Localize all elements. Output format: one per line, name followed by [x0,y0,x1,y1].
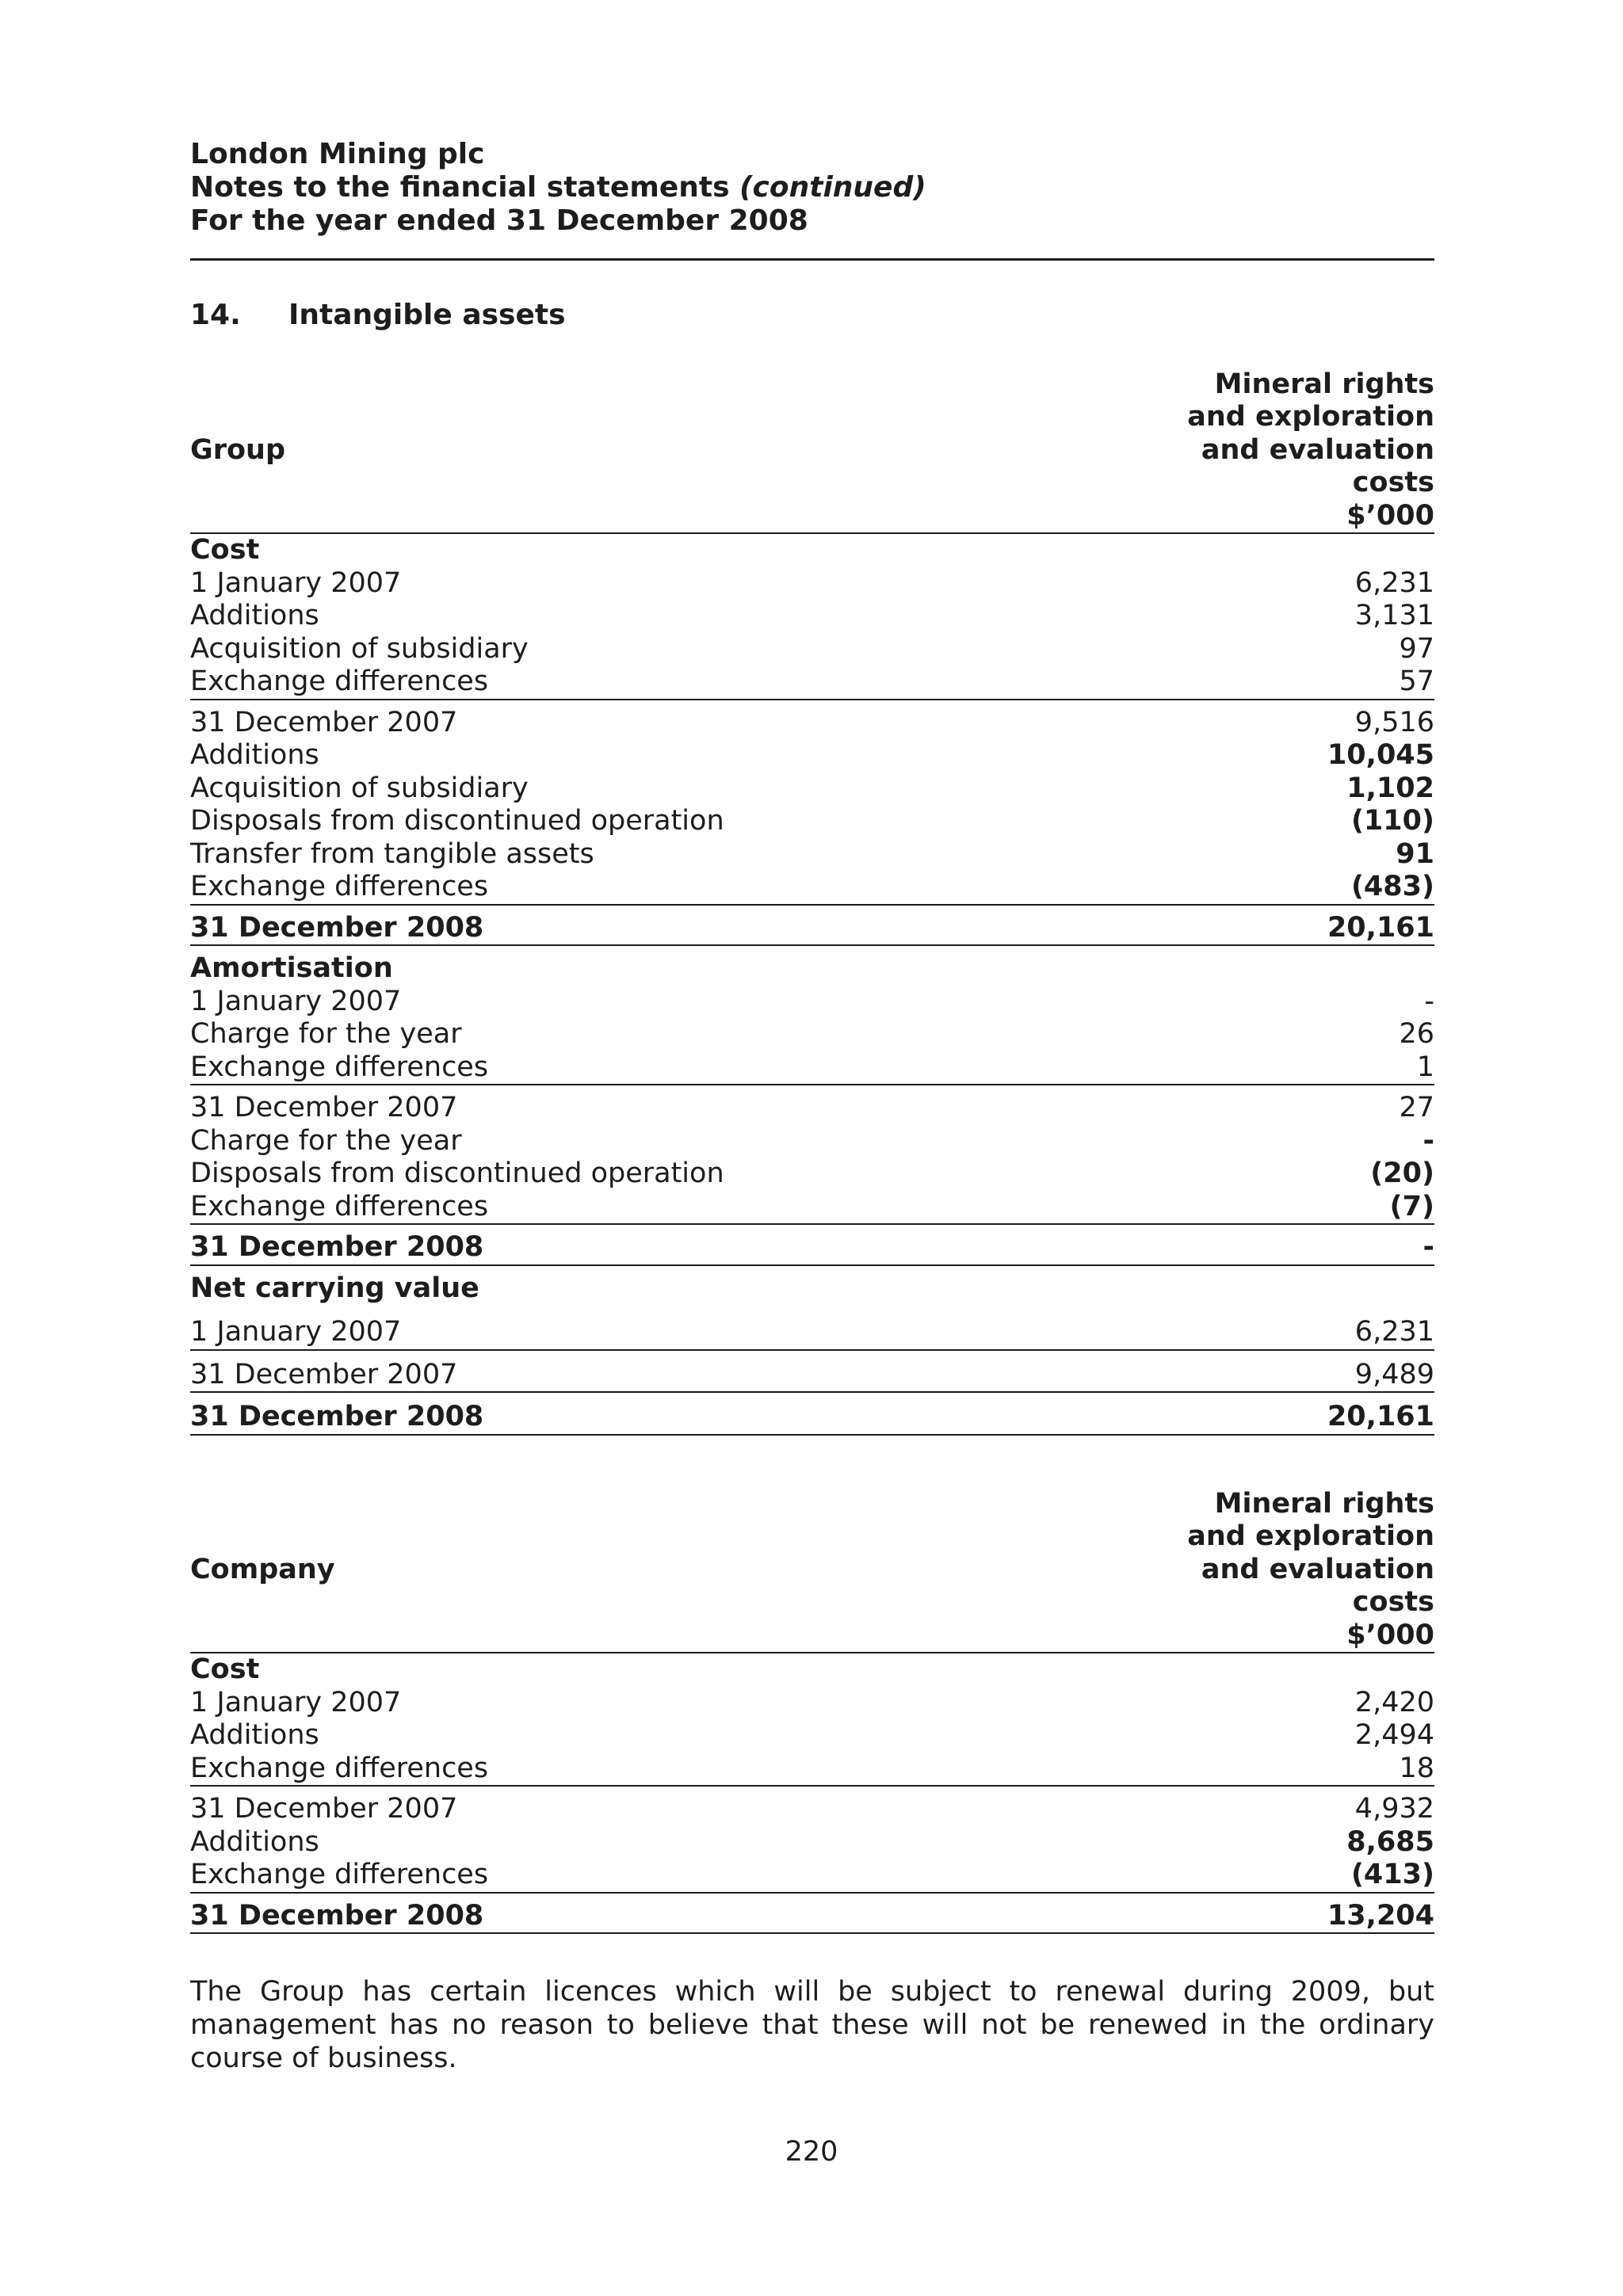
column-heading: Mineral rights and exploration and evaluation costs $’000 [1187,368,1434,532]
section-title: Amortisation [190,952,393,984]
table-row: Disposals from discontinued operation (20) [190,1158,1434,1189]
note-number: 14. [190,299,241,331]
table-row: Exchange differences 57 [190,666,1434,697]
table-row: Exchange differences (483) [190,871,1434,902]
period-title: For the year ended 31 December 2008 [190,204,808,237]
table-row: Exchange differences 18 [190,1752,1434,1784]
table-row: 31 December 2007 9,489 [190,1358,1434,1390]
table-row: 31 December 2007 4,932 [190,1793,1434,1825]
table-row: Additions 8,685 [190,1825,1434,1858]
footnote-paragraph: The Group has certain licences which will be subject to renewal during 2009, but management has no reason to believe that these will not be renewed in the ordinary course of business. [190,1976,1434,2074]
table-total-row: 31 December 2008 13,204 [190,1899,1434,1932]
notes-title: Notes to the financial statements (continued) [190,171,926,204]
table-row: 31 December 2007 9,516 [190,706,1434,738]
table-row: Exchange differences (413) [190,1859,1434,1890]
column-heading: Mineral rights and exploration and evaluation costs $’000 [1187,1487,1434,1651]
table-rule [190,1349,1434,1351]
table-row: Exchange differences 1 [190,1051,1434,1083]
table-row: 1 January 2007 2,420 [190,1686,1434,1718]
table-row: 1 January 2007 6,231 [190,566,1434,599]
table-total-row: 31 December 2008 20,161 [190,911,1434,944]
group-label: Group [190,433,286,466]
table-row: 1 January 2007 - [190,985,1434,1017]
table-rule [190,944,1434,946]
note-title: Intangible assets [288,299,566,331]
section-title: Cost [190,1653,260,1685]
page-header [190,138,1434,238]
table-row: Disposals from discontinued operation (110) [190,805,1434,837]
table-rule [190,1892,1434,1894]
table-total-row: 31 December 2008 20,161 [190,1401,1434,1432]
table-rule [190,1932,1434,1934]
section-title: Cost [190,534,260,566]
table-row: Acquisition of subsidiary 97 [190,632,1434,665]
table-row: Charge for the year - [190,1124,1434,1157]
table-rule [190,904,1434,906]
group-column-header [190,368,1434,533]
section-title: Net carrying value [190,1272,479,1304]
table-rule [190,1785,1434,1787]
table-row: Acquisition of subsidiary 1,102 [190,772,1434,804]
table-rule [190,699,1434,700]
table-row: Additions 2,494 [190,1719,1434,1751]
table-rule [190,1264,1434,1266]
table-rule [190,1223,1434,1225]
table-rule [190,1391,1434,1393]
table-row: 31 December 2007 27 [190,1092,1434,1123]
table-row: Transfer from tangible assets 91 [190,837,1434,870]
page-number: 220 [785,2136,838,2168]
table-row: 1 January 2007 6,231 [190,1316,1434,1348]
table-row: Exchange differences (7) [190,1190,1434,1222]
document-page [190,138,1434,2075]
company-name: London Mining plc [190,138,485,170]
table-total-row: 31 December 2008 - [190,1231,1434,1263]
table-rule [190,1434,1434,1436]
company-label: Company [190,1553,335,1585]
table-row: Additions 3,131 [190,600,1434,631]
note-heading [190,299,1434,332]
header-divider [190,258,1434,261]
table-row: Charge for the year 26 [190,1018,1434,1050]
company-column-header [190,1488,1434,1653]
table-rule [190,1084,1434,1085]
notes-suffix: (continued) [739,171,926,204]
table-row: Additions 10,045 [190,739,1434,771]
